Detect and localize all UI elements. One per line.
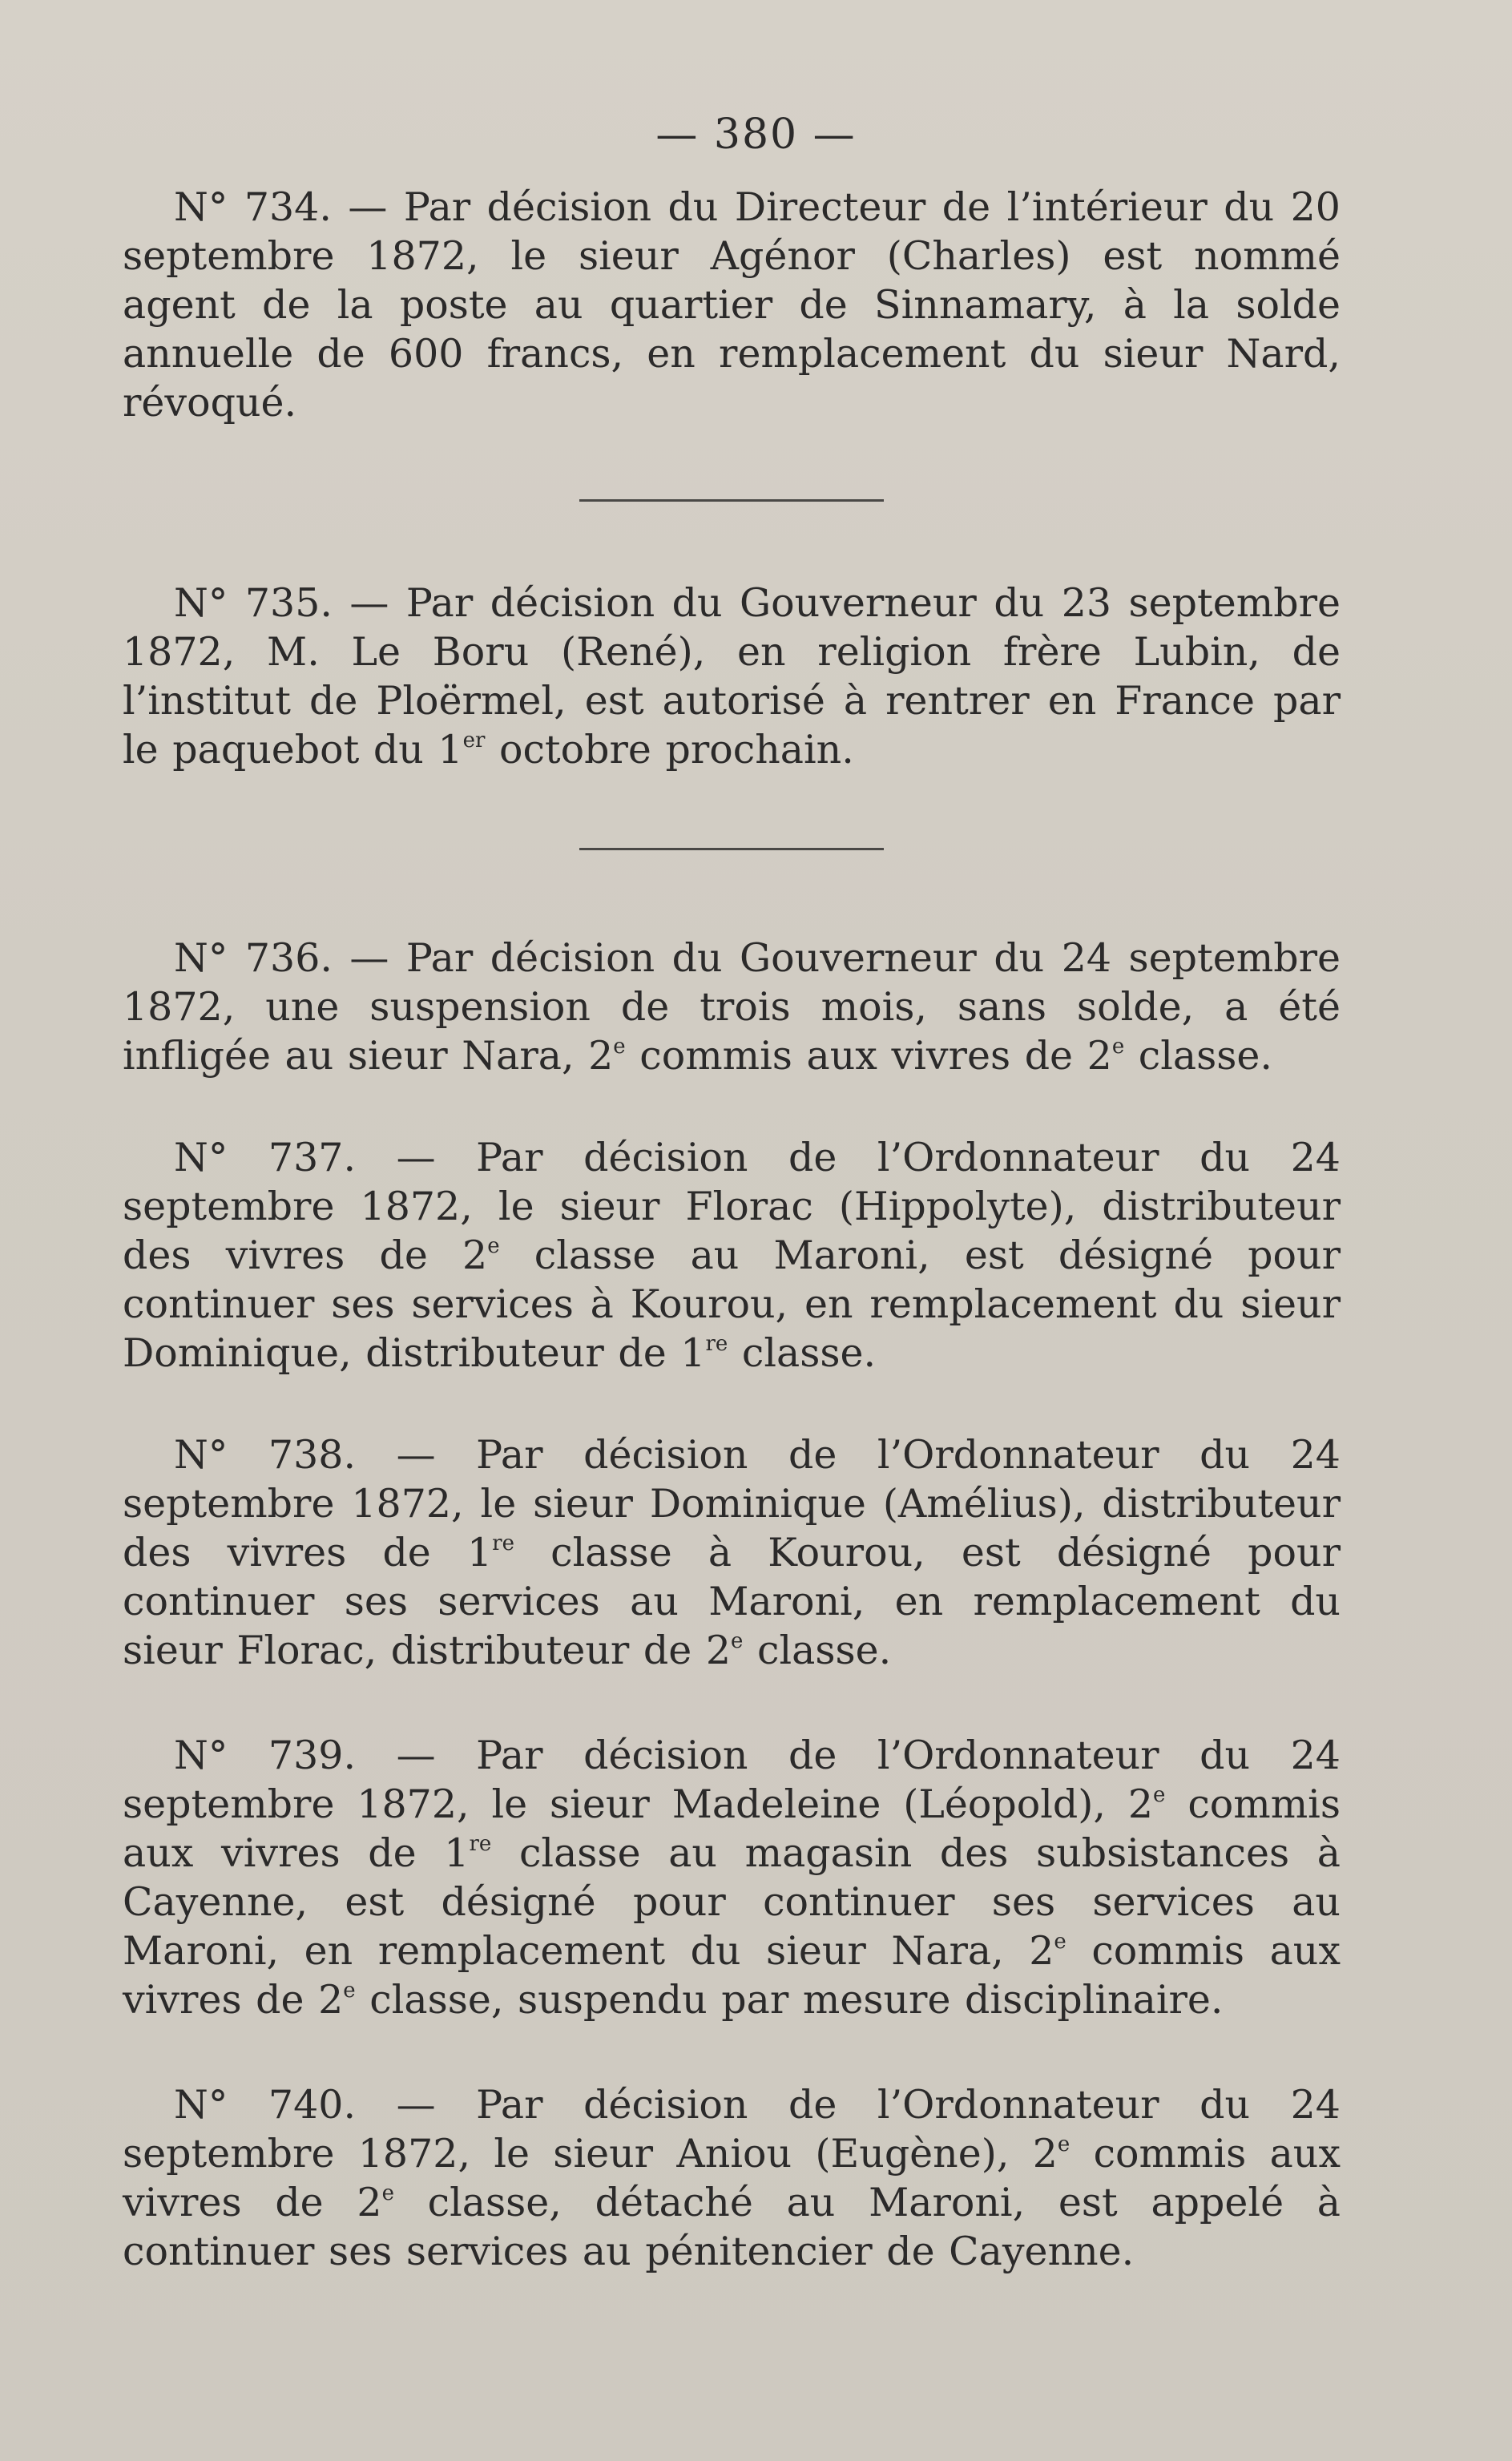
entry-text: Par décision du Directeur de l’intérieur du 20 septembre 1872, le sieur Agénor (Charles) est nommé agent de la poste au quartier de Sinnamary, à la solde annuelle de 600 francs, en remplacement du sieur Nard, révoqué. [123, 184, 1341, 426]
ordinal-suffix: er [462, 728, 486, 752]
ordinal-suffix: e [381, 2181, 394, 2205]
entry-text: commis aux vivres de 2 [123, 1928, 1341, 2023]
entry-number: N° 735. — [174, 580, 406, 626]
entry-740 [123, 2080, 1341, 2276]
ordinal-suffix: re [705, 1332, 728, 1356]
entry-text: Par décision de l’Ordonnateur du 24 septembre 1872, le sieur Madeleine (Léopold), 2 [123, 1733, 1341, 1827]
entry-number: N° 734. — [174, 184, 404, 230]
document-body [123, 183, 1341, 2276]
page-number: — 380 — [655, 111, 857, 159]
entry-text: commis aux vivres de 2 [123, 2131, 1341, 2225]
separator-rule [579, 848, 884, 850]
entry-text: Par décision du Gouverneur du 23 septembre 1872, M. Le Boru (René), en religion frère Lubin, de l’institut de Ploërmel, est autorisé à rentrer en France par le paquebot du 1 [123, 580, 1341, 773]
ordinal-suffix: e [1057, 2132, 1070, 2156]
ordinal-suffix: e [487, 1234, 500, 1258]
separator-rule [579, 499, 884, 502]
entry-text: classe. [743, 1628, 892, 1673]
ordinal-suffix: e [343, 1979, 356, 2003]
entry-736 [123, 934, 1341, 1080]
ordinal-suffix: re [469, 1832, 492, 1856]
entry-text: commis aux vivres de 2 [625, 1033, 1112, 1079]
entry-text: octobre prochain. [485, 727, 854, 773]
entry-text: classe, suspendu par mesure disciplinaire. [355, 1977, 1224, 2023]
entry-text: classe au magasin des subsistances à Cayenne, est désigné pour continuer ses services au Maroni, en remplacement du sieur Nara, 2 [123, 1830, 1341, 1974]
entry-text: classe au Maroni, est désigné pour continuer ses services à Kourou, en remplacement du sieur Dominique, distributeur de 1 [123, 1233, 1341, 1376]
entry-number: N° 736. — [174, 935, 406, 981]
entry-number: N° 738. — [174, 1432, 477, 1478]
entry-text: Par décision de l’Ordonnateur du 24 septembre 1872, le sieur Aniou (Eugène), 2 [123, 2082, 1341, 2177]
entry-735 [123, 579, 1341, 774]
ordinal-suffix: re [492, 1531, 514, 1555]
entry-738 [123, 1430, 1341, 1675]
entry-text: classe. [728, 1330, 877, 1376]
entry-number: N° 739. — [174, 1733, 477, 1778]
ordinal-suffix: e [613, 1035, 626, 1059]
ordinal-suffix: e [1111, 1035, 1125, 1059]
entry-739 [123, 1731, 1341, 2024]
entry-text: Par décision du Gouverneur du 24 septembre 1872, une suspension de trois mois, sans solde, a été infligée au sieur Nara, 2 [123, 935, 1341, 1079]
entry-text: Par décision de l’Ordonnateur du 24 septembre 1872, le sieur Dominique (Amélius), distributeur des vivres de 1 [123, 1432, 1341, 1575]
entry-734 [123, 183, 1341, 427]
entry-number: N° 740. — [174, 2082, 477, 2128]
entry-text: commis aux vivres de 1 [123, 1781, 1341, 1876]
entry-text: classe. [1124, 1033, 1272, 1079]
entry-text: classe à Kourou, est désigné pour continuer ses services au Maroni, en remplacement du sieur Florac, distributeur de 2 [123, 1530, 1341, 1673]
entry-text: classe, détaché au Maroni, est appelé à continuer ses services au pénitencier de Cayenne. [123, 2180, 1341, 2274]
entry-737 [123, 1133, 1341, 1378]
entry-number: N° 737. — [174, 1135, 477, 1180]
entry-text: Par décision de l’Ordonnateur du 24 septembre 1872, le sieur Florac (Hippolyte), distributeur des vivres de 2 [123, 1135, 1341, 1278]
ordinal-suffix: e [731, 1629, 744, 1653]
ordinal-suffix: e [1054, 1930, 1066, 1954]
ordinal-suffix: e [1153, 1783, 1166, 1807]
